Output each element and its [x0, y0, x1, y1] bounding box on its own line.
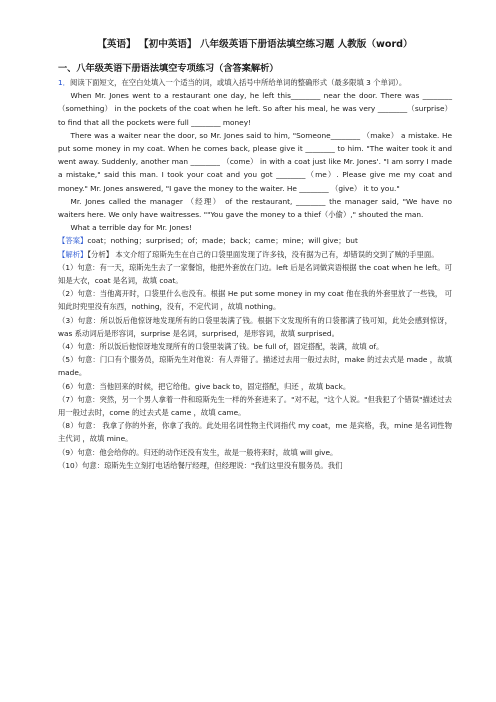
analysis-sub-label: 【分析】: [87, 249, 114, 259]
passage-paragraph: What a terrible day for Mr. Jones!: [70, 223, 193, 233]
answer-text: coat；nothing；surprised；of；made；back；came；mine；will give；but: [87, 236, 358, 246]
question-instruction-text: 阅读下面短文，在空白处填入一个适当的词，或填入括号中所给单词的整确形式（最多限填 3 个单词）。: [70, 78, 407, 87]
question-number: 1．: [58, 78, 71, 87]
analysis-item: （8）句意： 我拿了你的外套，你拿了我的。此处用名词性物主代词指代 my coat，me 是宾格，我，mine 是名词性物主代词 ，故填 mine。: [58, 421, 452, 444]
section-heading: 一、八年级英语下册语法填空专项练习（含答案解析）: [58, 63, 279, 74]
document-title: 【英语】 【初中英语】 八年级英语下册语法填空练习题 人教版（word）: [97, 39, 413, 50]
passage-paragraph: There was a waiter near the door, so Mr. Jones said to him, "Someone________ （make） a mistake. He put some money in my coat. When he comes back, please give it ________ to him. "The waiter took it and went away. Suddenly, another man ________ （come） in with a coat just like Mr. Jones'. "I am sorry I made a mistake," said this man. I took your coat and you got ________（me）. Please give me my coat and money." Mr. Jones answered, "I gave the money to the waiter. He ________ （give） it to you.": [58, 130, 452, 193]
answer-label: 【答案】: [58, 236, 88, 246]
analysis-item: （6）句意：当他回来的时候，把它给他。give back to，固定搭配，归还 ，故填 back。: [58, 381, 351, 391]
analysis-item: （7）句意：突然，另一个男人拿着一件和琼斯先生一样的外套进来了。"对不起，"这个人说。"但我犯了个错误"描述过去用一般过去时，come 的过去式是 came ，故填 came。: [58, 394, 452, 418]
analysis-item: （9）句意：他会给你的。归还的动作还没有发生，故是一般将来时，故填 will give。: [58, 447, 338, 457]
analysis-label: 【解析】: [58, 249, 88, 259]
analysis-item: （4）句意：所以饭后他惊讶地发现所有的口袋里装满了钱。be full of，固定搭配，装满，故填 of。: [58, 342, 384, 352]
analysis-item: （10）句意：琼斯先生立刻打电话给餐厅经理，但经理说："我们这里没有服务员。我们: [58, 460, 343, 470]
analysis-summary: [58, 248, 452, 261]
answer-line: [58, 234, 452, 247]
analysis-summary-text: 本文介绍了琼斯先生在自己的口袋里面发现了许多钱，没有据为己有，却错误的交到了贼的手里面。: [113, 249, 439, 259]
analysis-item: （1）句意：有一天，琼斯先生去了一家餐馆，他把外套放在门边。left 后是名词做宾语根据 the coat when he left。可知是大衣，coat 是名词，故填 coat。: [58, 262, 452, 286]
analysis-item: （3）句意：所以饭后他惊讶地发现所有的口袋里装满了钱。根据下文发现所有的口袋都满了钱可知，此处会感到惊讶，was 系动词后是形容词，surprise 是名词，surprised，是形容词，故填 surprised。: [58, 315, 452, 338]
analysis-item: （5）句意：门口有个服务员，琼斯先生对他说：有人弄错了。描述过去用一般过去时，make 的过去式是 made ，故填 made。: [58, 355, 452, 378]
passage-paragraph: When Mr. Jones went to a restaurant one day, he left this________ near the door. There was ________（something） in the pockets of the coat when he left. So after his meal, he was very ________（surprise） to find that all the pockets were full ________ money!: [58, 91, 452, 127]
question-instruction: [58, 76, 452, 89]
analysis-item: （2）句意：当他离开时，口袋里什么也没有。根据 He put some money in my coat 他在我的外套里放了一些钱， 可知此时兜里没有东西，nothing，没有，不定代词 ，故填 nothing。: [58, 289, 452, 312]
passage-paragraph: Mr. Jones called the manager （经理） of the restaurant, ________ the manager said, "We have no waiters here. We only have waitresses. ""You gave the money to a thief（小偷）," shouted the man.: [58, 196, 452, 220]
